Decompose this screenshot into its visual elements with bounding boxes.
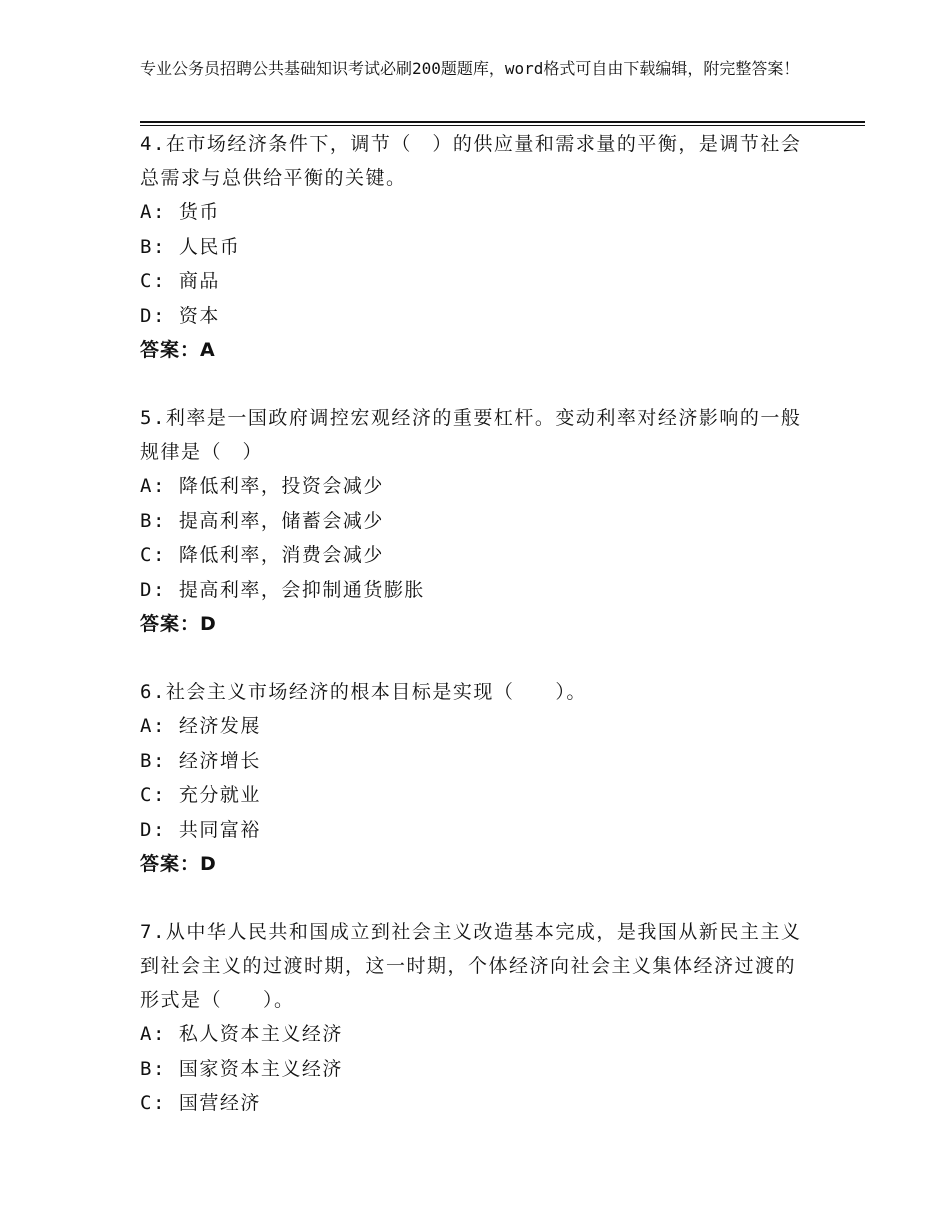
option-b: B: 国家资本主义经济 <box>140 1057 343 1080</box>
question-list <box>140 127 805 1121</box>
question-spacer <box>140 367 805 401</box>
question-spacer <box>140 881 805 915</box>
option-c: C: 国营经济 <box>140 1092 261 1114</box>
question-4 <box>140 127 805 367</box>
header-rule-thin <box>140 125 865 126</box>
option-d: D: 提高利率，会抑制通货膨胀 <box>140 578 425 601</box>
option-a: A: 经济发展 <box>140 715 261 737</box>
question-stem: 6.社会主义市场经济的根本目标是实现（ ）。 <box>140 681 587 703</box>
option-d: D: 资本 <box>140 304 220 327</box>
option-b: B: 人民币 <box>140 235 241 258</box>
header-rule-thick <box>140 121 865 123</box>
question-5 <box>140 401 805 641</box>
question-spacer <box>140 641 805 675</box>
option-d: D: 共同富裕 <box>140 818 261 841</box>
question-7 <box>140 915 805 1121</box>
question-6 <box>140 675 805 881</box>
question-stem: 4.在市场经济条件下，调节（ ）的供应量和需求量的平衡，是调节社会总需求与总供给平衡的关键。 <box>140 133 802 189</box>
option-c: C: 充分就业 <box>140 784 261 806</box>
document-header: 专业公务员招聘公共基础知识考试必刷200题题库，word格式可自由下载编辑，附完整答案！ <box>140 59 800 78</box>
answer-label: 答案：D <box>140 853 217 875</box>
option-b: B: 经济增长 <box>140 749 261 772</box>
option-a: A: 降低利率，投资会减少 <box>140 475 384 497</box>
option-c: C: 商品 <box>140 270 220 292</box>
option-c: C: 降低利率，消费会减少 <box>140 544 384 566</box>
answer-label: 答案：D <box>140 613 217 635</box>
question-stem: 5.利率是一国政府调控宏观经济的重要杠杆。变动利率对经济影响的一般规律是（ ） <box>140 407 802 463</box>
option-a: A: 私人资本主义经济 <box>140 1023 343 1045</box>
question-stem: 7.从中华人民共和国成立到社会主义改造基本完成，是我国从新民主主义到社会主义的过渡时期，这一时期，个体经济向社会主义集体经济过渡的形式是（ ）。 <box>140 921 802 1011</box>
option-a: A: 货币 <box>140 201 220 223</box>
option-b: B: 提高利率，储蓄会减少 <box>140 509 384 532</box>
answer-label: 答案：A <box>140 339 216 361</box>
